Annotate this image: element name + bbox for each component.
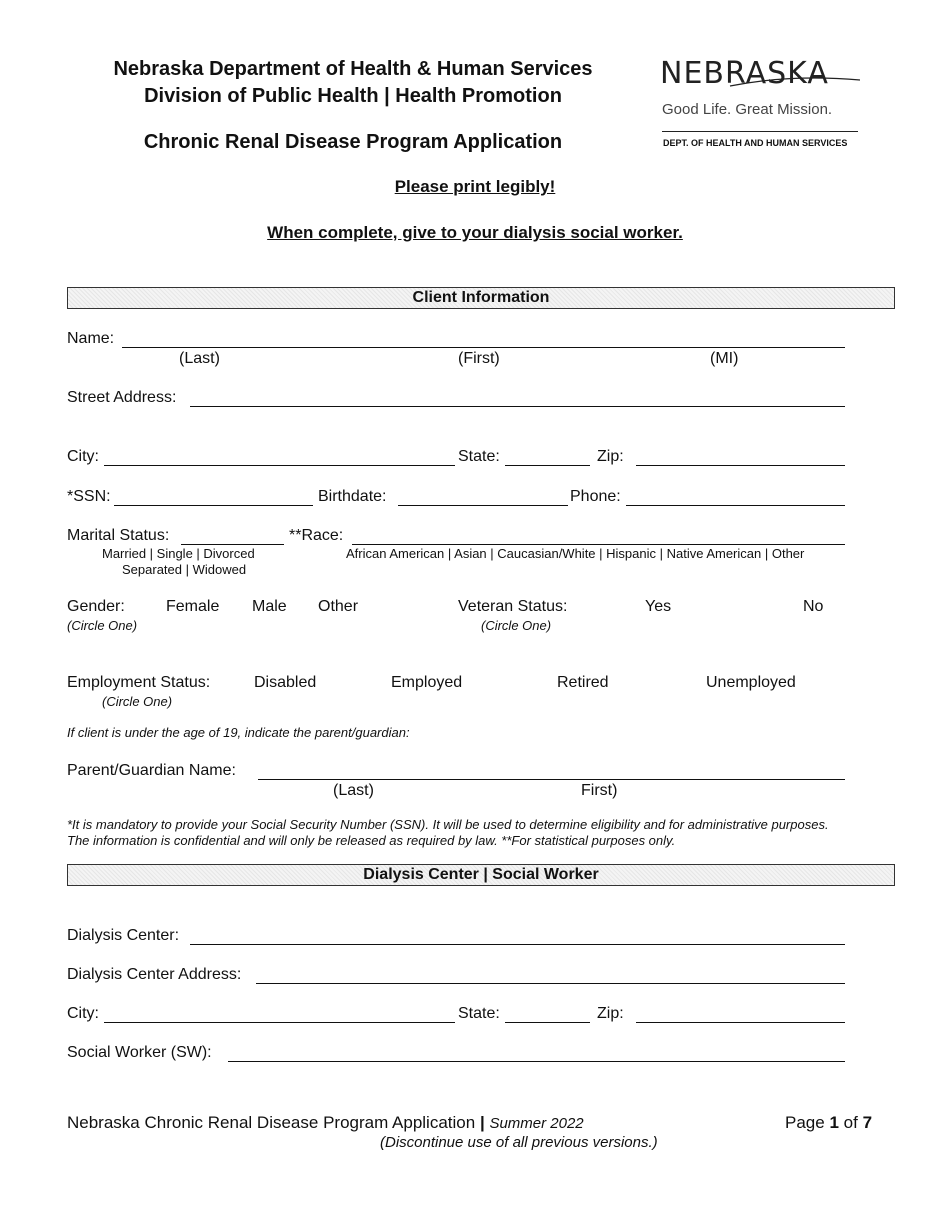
marital-field[interactable]: [181, 544, 284, 545]
agency-name: Nebraska Department of Health & Human Services: [113, 58, 593, 80]
name-first-caption: (First): [458, 350, 500, 367]
name-last-caption: (Last): [179, 350, 220, 367]
name-label: Name:: [67, 330, 115, 347]
dialysis-center-field[interactable]: [190, 944, 845, 945]
footer-title-line: [67, 1113, 584, 1133]
guardian-last-caption: (Last): [333, 782, 374, 799]
nebraska-logo: [660, 56, 860, 156]
employment-unemployed-option[interactable]: Unemployed: [706, 674, 796, 691]
ssn-footnote-1: *It is mandatory to provide your Social Security Number (SSN). It will be used to determine eligibility and for administrative purposes.: [67, 817, 829, 832]
print-instruction: Please print legibly!: [394, 177, 556, 196]
birthdate-field[interactable]: [398, 505, 568, 506]
phone-field[interactable]: [626, 505, 845, 506]
page-indicator: [785, 1113, 872, 1133]
footer-season: Summer 2022: [489, 1115, 584, 1132]
gender-other-option[interactable]: Other: [318, 598, 359, 615]
social-worker-field[interactable]: [228, 1061, 845, 1062]
footer-title: Nebraska Chronic Renal Disease Program Application: [67, 1113, 476, 1132]
page-total: 7: [862, 1113, 873, 1132]
street-field[interactable]: [190, 406, 845, 407]
zip-label: Zip:: [597, 448, 624, 465]
dialysis-address-field[interactable]: [256, 983, 845, 984]
marital-options-1: Married | Single | Divorced: [102, 546, 255, 561]
veteran-no-option[interactable]: No: [803, 598, 824, 615]
give-instruction: When complete, give to your dialysis social worker.: [267, 223, 683, 242]
race-field[interactable]: [352, 544, 845, 545]
dialysis-address-label: Dialysis Center Address:: [67, 966, 242, 983]
guardian-first-caption: First): [581, 782, 618, 799]
ssn-footnote-2: The information is confidential and will only be released as required by law. **For statistical purposes only.: [67, 833, 676, 848]
city-label: City:: [67, 448, 99, 465]
footer-discontinue: (Discontinue use of all previous versions.): [380, 1134, 658, 1151]
marital-options-2: Separated | Widowed: [122, 562, 247, 577]
guardian-note: If client is under the age of 19, indicate the parent/guardian:: [67, 725, 410, 740]
state-field[interactable]: [505, 465, 590, 466]
logo-wordmark: NEBRASKA: [660, 56, 829, 91]
city-field[interactable]: [104, 465, 455, 466]
logo-divider: [662, 131, 858, 132]
logo-swoosh-icon: [660, 56, 860, 96]
page-title: Chronic Renal Disease Program Application: [143, 131, 563, 153]
dialysis-city-field[interactable]: [104, 1022, 455, 1023]
ssn-label: *SSN:: [67, 488, 111, 505]
employment-retired-option[interactable]: Retired: [557, 674, 609, 691]
race-options: African American | Asian | Caucasian/White | Hispanic | Native American | Other: [346, 546, 805, 561]
dialysis-header: Dialysis Center | Social Worker: [67, 864, 895, 886]
dialysis-center-label: Dialysis Center:: [67, 927, 180, 944]
client-info-header: Client Information: [67, 287, 895, 309]
guardian-field[interactable]: [258, 779, 845, 780]
employment-label: Employment Status:: [67, 674, 211, 691]
zip-field[interactable]: [636, 465, 845, 466]
social-worker-label: Social Worker (SW):: [67, 1044, 212, 1061]
gender-male-option[interactable]: Male: [252, 598, 287, 615]
birthdate-label: Birthdate:: [318, 488, 387, 505]
logo-dept: DEPT. OF HEALTH AND HUMAN SERVICES: [663, 138, 848, 148]
gender-label: Gender:: [67, 598, 125, 615]
of-word: of: [843, 1113, 858, 1132]
logo-tagline: Good Life. Great Mission.: [662, 101, 833, 118]
dialysis-zip-field[interactable]: [636, 1022, 845, 1023]
page-number: 1: [829, 1113, 839, 1132]
gender-hint: (Circle One): [67, 618, 138, 633]
veteran-yes-option[interactable]: Yes: [645, 598, 672, 615]
employment-hint: (Circle One): [102, 694, 173, 709]
name-mi-caption: (MI): [710, 350, 739, 367]
street-label: Street Address:: [67, 389, 177, 406]
marital-label: Marital Status:: [67, 527, 170, 544]
guardian-label: Parent/Guardian Name:: [67, 762, 236, 779]
page-word: Page: [785, 1113, 825, 1132]
footer-separator: |: [479, 1113, 485, 1132]
employment-disabled-option[interactable]: Disabled: [254, 674, 317, 691]
race-label: **Race:: [289, 527, 344, 544]
dialysis-state-field[interactable]: [505, 1022, 590, 1023]
phone-label: Phone:: [570, 488, 621, 505]
state-label: State:: [458, 448, 500, 465]
veteran-label: Veteran Status:: [458, 598, 568, 615]
employment-employed-option[interactable]: Employed: [391, 674, 463, 691]
veteran-hint: (Circle One): [481, 618, 552, 633]
ssn-field[interactable]: [114, 505, 313, 506]
dialysis-zip-label: Zip:: [597, 1005, 624, 1022]
name-field[interactable]: [122, 347, 845, 348]
gender-female-option[interactable]: Female: [166, 598, 220, 615]
dialysis-city-label: City:: [67, 1005, 99, 1022]
division-name: Division of Public Health | Health Promotion: [144, 85, 562, 107]
dialysis-state-label: State:: [458, 1005, 500, 1022]
